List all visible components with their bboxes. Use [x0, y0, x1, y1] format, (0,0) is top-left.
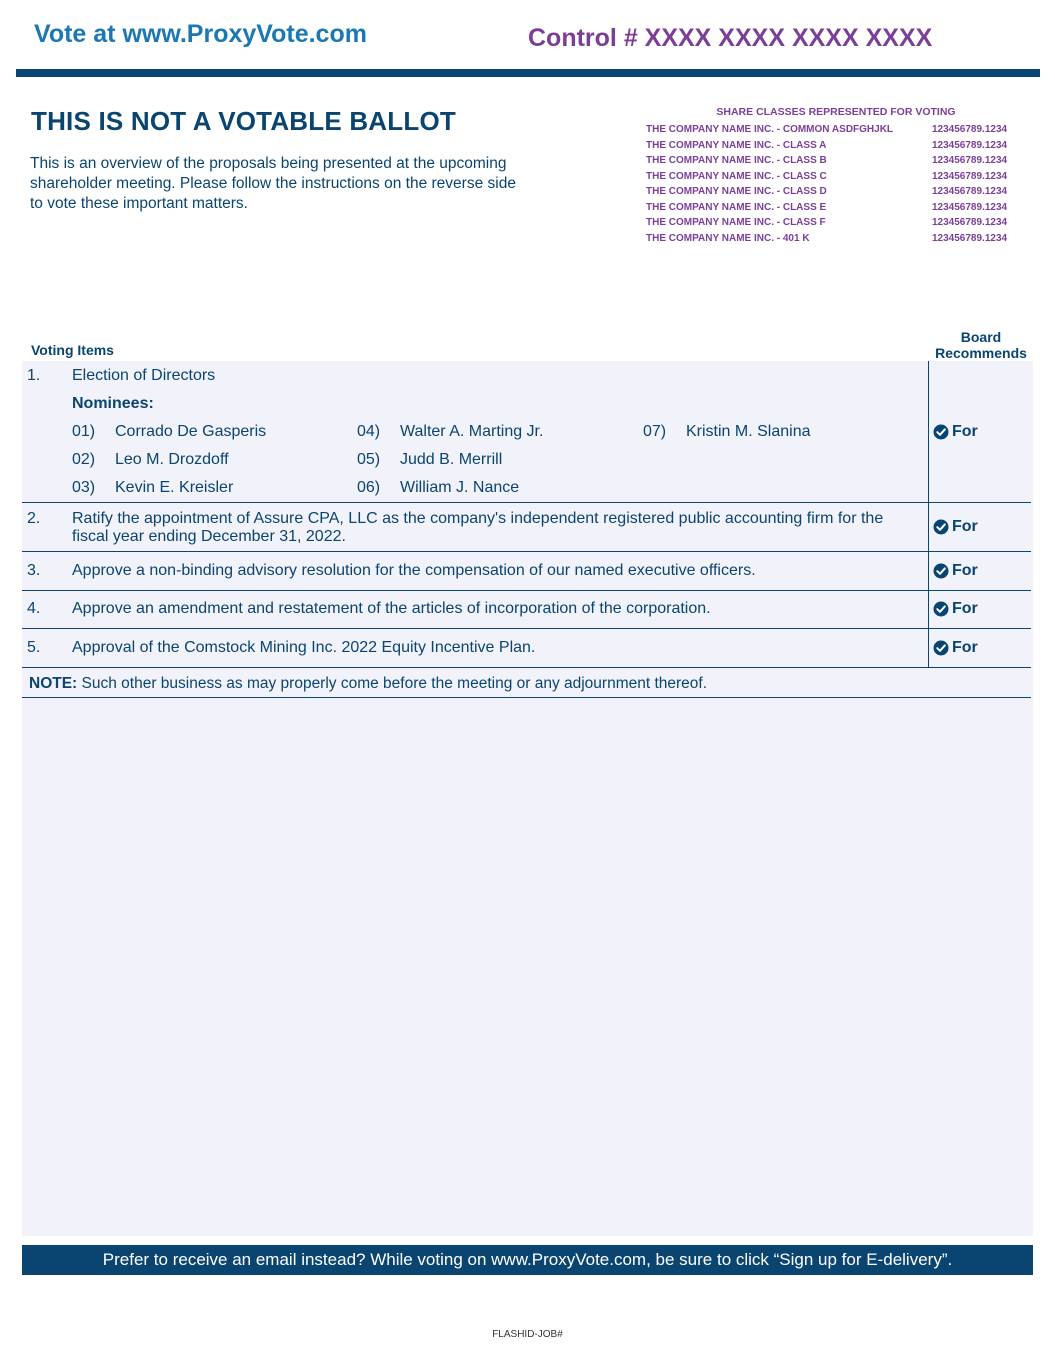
- proposal-5-number: 5.: [27, 639, 41, 656]
- board-label-line2: Recommends: [935, 345, 1027, 361]
- share-row: [646, 184, 1038, 200]
- check-circle-icon: [933, 601, 949, 617]
- share-value: 123456789.1234: [932, 186, 1008, 197]
- share-name: THE COMPANY NAME INC. - CLASS E: [646, 201, 827, 213]
- proposal-3-number: 3.: [27, 562, 41, 579]
- share-value: 123456789.1234: [932, 170, 1008, 182]
- nominee-name: Judd B. Merrill: [400, 451, 503, 468]
- nominee-number: 07): [643, 423, 667, 440]
- row-divider: [22, 590, 1031, 591]
- nominee-number: 04): [357, 423, 381, 440]
- edelivery-banner: Prefer to receive an email instead? While voting on www.ProxyVote.com, be sure to click “Sign up for E-delivery”.: [22, 1245, 1033, 1275]
- row-divider: [22, 551, 1031, 552]
- board-recommends-label: [928, 329, 1034, 361]
- page-title: THIS IS NOT A VOTABLE BALLOT: [31, 106, 456, 136]
- check-circle-icon: [933, 563, 949, 579]
- share-row: [646, 200, 1038, 216]
- share-value: 123456789.1234: [932, 139, 1008, 151]
- share-row: [646, 169, 1038, 185]
- vote-url-heading: Vote at www.ProxyVote.com: [34, 20, 367, 48]
- recommend-column-divider: [928, 361, 929, 668]
- nominee-number: 05): [357, 451, 381, 468]
- nominees-label: Nominees:: [72, 395, 154, 412]
- proposal-5-recommendation: [933, 639, 978, 657]
- share-name: THE COMPANY NAME INC. - COMMON ASDFGHJKL: [646, 124, 894, 135]
- share-classes-heading: SHARE CLASSES REPRESENTED FOR VOTING: [716, 106, 956, 118]
- share-name: THE COMPANY NAME INC. - CLASS A: [646, 139, 827, 151]
- recommendation-label: For: [952, 518, 978, 535]
- note-text: [29, 675, 707, 693]
- nominee-name: Kristin M. Slanina: [686, 423, 811, 440]
- share-name: THE COMPANY NAME INC. - CLASS B: [646, 155, 827, 166]
- nominee-name: Leo M. Drozdoff: [115, 451, 229, 468]
- row-divider: [22, 667, 1031, 668]
- share-value: 123456789.1234: [932, 155, 1008, 166]
- share-name: THE COMPANY NAME INC. - CLASS C: [646, 170, 827, 182]
- row-divider: [22, 697, 1031, 698]
- nominee-number: 03): [72, 479, 96, 496]
- board-label-line1: Board: [960, 329, 1002, 345]
- share-value: 123456789.1234: [932, 232, 1008, 244]
- proposal-4-recommendation: [933, 600, 978, 618]
- nominee-number: 02): [72, 451, 96, 468]
- proposal-4-text: Approve an amendment and restatement of the articles of incorporation of the corporation.: [72, 600, 711, 617]
- share-classes-panel: [646, 106, 1038, 246]
- proposal-2-recommendation: [933, 518, 978, 536]
- recommendation-label: For: [952, 600, 978, 617]
- row-divider: [22, 628, 1031, 629]
- recommendation-label: For: [952, 562, 978, 579]
- check-circle-icon: [933, 640, 949, 656]
- nominee-number: 06): [357, 479, 381, 496]
- proposal-1-text: Election of Directors: [72, 367, 216, 384]
- proposal-2-text: Ratify the appointment of Assure CPA, LLC as the company's independent registered public accounting firm for the fiscal year ending December 31, 2022.: [72, 510, 884, 545]
- share-value: 123456789.1234: [932, 124, 1008, 135]
- nominee-number: 01): [72, 423, 96, 440]
- nominee-name: William J. Nance: [400, 479, 520, 496]
- recommendation-label: For: [952, 423, 978, 440]
- check-circle-icon: [933, 519, 949, 535]
- proposal-1-number: 1.: [27, 367, 41, 384]
- proposal-3-text: Approve a non-binding advisory resolution for the compensation of our named executive officers.: [72, 562, 756, 579]
- share-value: 123456789.1234: [932, 217, 1008, 228]
- share-row: [646, 215, 1038, 231]
- share-name: THE COMPANY NAME INC. - 401 K: [646, 232, 810, 244]
- share-name: THE COMPANY NAME INC. - CLASS D: [646, 186, 827, 197]
- proposal-1-recommendation: [933, 423, 978, 441]
- nominee-name: Kevin E. Kreisler: [115, 479, 234, 496]
- proposal-3-recommendation: [933, 562, 978, 580]
- row-divider: [22, 502, 1031, 503]
- share-row: [646, 122, 1038, 138]
- share-row: [646, 138, 1038, 154]
- note-body: Such other business as may properly come before the meeting or any adjournment thereof.: [77, 675, 708, 692]
- share-row: [646, 231, 1038, 247]
- voting-items-label: Voting Items: [31, 342, 114, 358]
- recommendation-label: For: [952, 639, 978, 656]
- nominee-name: Corrado De Gasperis: [115, 423, 267, 440]
- control-number: Control # XXXX XXXX XXXX XXXX: [528, 24, 933, 52]
- header-divider-bar: [16, 69, 1040, 77]
- footer-job-id: FLASHID-JOB#: [492, 1329, 563, 1340]
- nominee-name: Walter A. Marting Jr.: [400, 423, 544, 440]
- proposal-2-number: 2.: [27, 510, 41, 527]
- note-label: NOTE:: [29, 675, 78, 692]
- check-circle-icon: [933, 424, 949, 440]
- proposal-5-text: Approval of the Comstock Mining Inc. 2022 Equity Incentive Plan.: [72, 639, 536, 656]
- share-row: [646, 153, 1038, 169]
- share-name: THE COMPANY NAME INC. - CLASS F: [646, 217, 826, 228]
- share-value: 123456789.1234: [932, 201, 1008, 213]
- proposal-4-number: 4.: [27, 600, 41, 617]
- intro-text: This is an overview of the proposals being presented at the upcoming shareholder meeting. Please follow the instructions on the reverse side to vote these important matters.: [30, 155, 516, 212]
